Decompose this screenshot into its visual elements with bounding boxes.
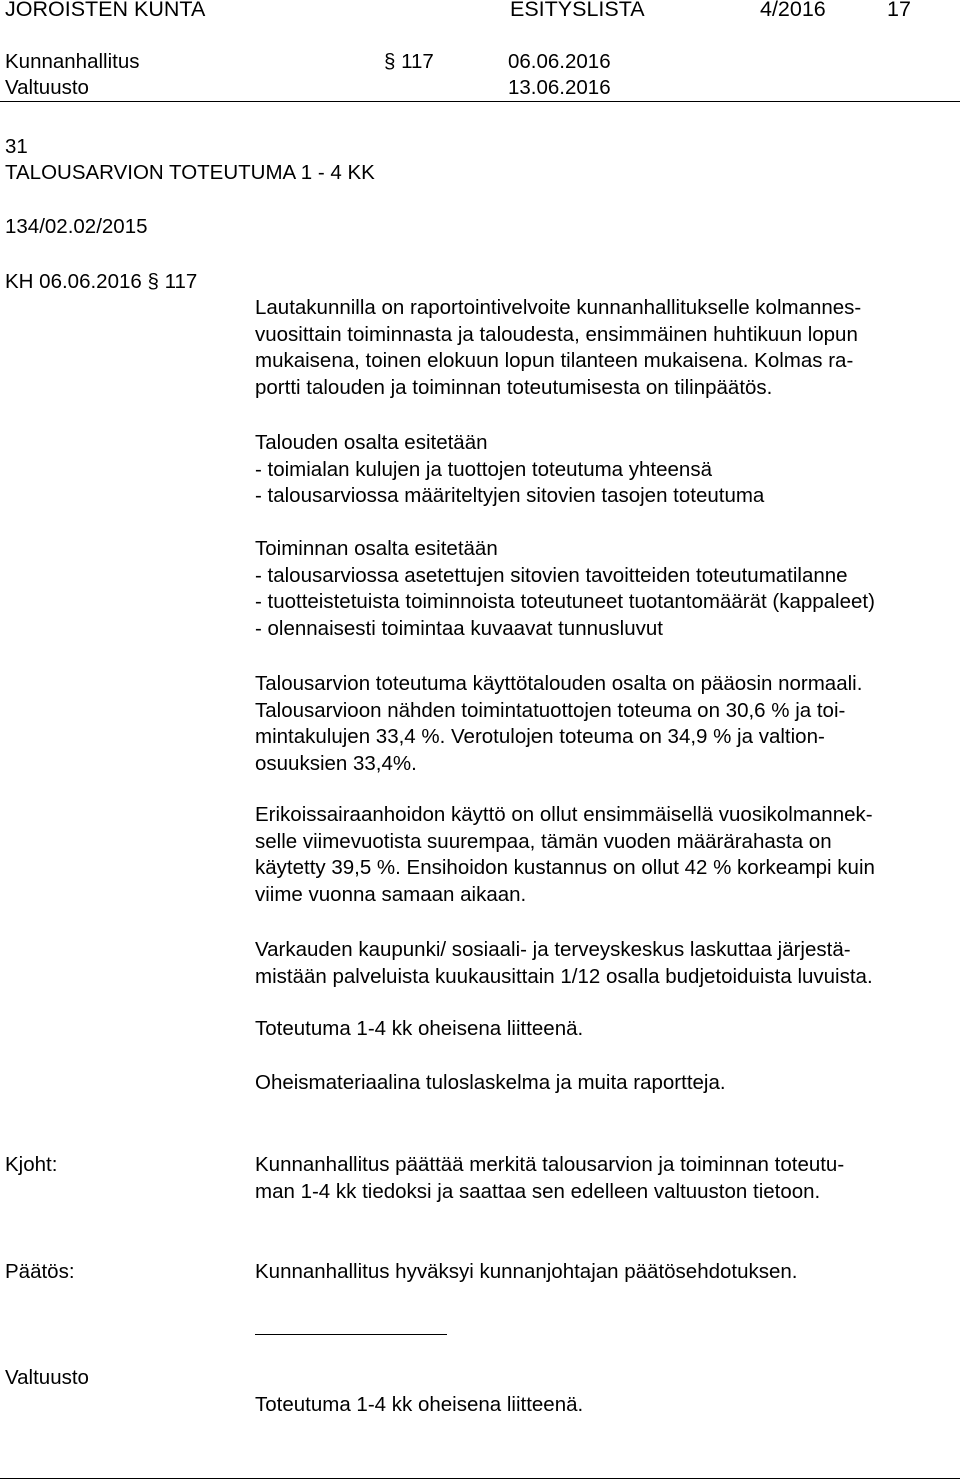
header-body-1: Kunnanhallitus bbox=[5, 50, 140, 73]
council-text: Toteutuma 1-4 kk oheisena liitteenä. bbox=[255, 1393, 584, 1416]
paragraph-budget-realization bbox=[255, 671, 960, 777]
proposal-line: Kunnanhallitus päättää merkitä talousarvion ja toiminnan toteutu- bbox=[255, 1153, 845, 1176]
decision-text: Kunnanhallitus hyväksyi kunnanjohtajan päätösehdotuksen. bbox=[255, 1260, 798, 1283]
footer-divider bbox=[0, 1478, 960, 1479]
item-number: 31 bbox=[5, 135, 28, 158]
header-divider bbox=[0, 101, 960, 102]
item-title: TALOUSARVION TOTEUTUMA 1 - 4 KK bbox=[5, 161, 375, 184]
header-date-1: 06.06.2016 bbox=[508, 50, 611, 73]
paragraph-line: - talousarviossa asetettujen sitovien tavoitteiden toteutumatilanne bbox=[255, 563, 848, 587]
paragraph-line: portti talouden ja toiminnan toteutumisesta on tilinpäätös. bbox=[255, 375, 773, 399]
paragraph-line: Varkauden kaupunki/ sosiaali- ja terveyskeskus laskuttaa järjestä- bbox=[255, 938, 851, 961]
municipality-name: JOROISTEN KUNTA bbox=[5, 0, 206, 21]
paragraph-materials bbox=[255, 1070, 960, 1097]
paragraph-line: selle viimevuotista suurempaa, tämän vuoden määrärahasta on bbox=[255, 829, 832, 853]
paragraph-line: Talouden osalta esitetään bbox=[255, 431, 488, 454]
paragraph-line: Erikoissairaanhoidon käyttö on ollut ensimmäisellä vuosikolmannek- bbox=[255, 803, 873, 826]
paragraph-specialized-care bbox=[255, 802, 960, 908]
header-section-1: § 117 bbox=[384, 50, 434, 73]
item-reference: 134/02.02/2015 bbox=[5, 215, 148, 238]
paragraph-line: Toiminnan osalta esitetään bbox=[255, 537, 498, 560]
proposal-line: man 1-4 kk tiedoksi ja saattaa sen edelleen valtuuston tietoon. bbox=[255, 1179, 821, 1203]
paragraph-line: - tuotteistetuista toiminnoista toteutuneet tuotantomäärät (kappaleet) bbox=[255, 590, 875, 613]
header-date-2: 13.06.2016 bbox=[508, 76, 611, 99]
header-body-2: Valtuusto bbox=[5, 76, 89, 99]
document-type: ESITYSLISTA bbox=[510, 0, 645, 21]
decision-label: Päätös: bbox=[5, 1260, 75, 1283]
paragraph-line: mintakulujen 33,4 %. Verotulojen toteuma on 34,9 % ja valtion- bbox=[255, 725, 825, 748]
paragraph-line: - toimialan kulujen ja tuottojen toteutuma yhteensä bbox=[255, 457, 712, 481]
paragraph-operations bbox=[255, 536, 960, 642]
proposal-text bbox=[255, 1152, 960, 1205]
separator-line bbox=[255, 1334, 447, 1335]
paragraph-line: mistään palveluista kuukausittain 1/12 osalla budjetoiduista luvuista. bbox=[255, 964, 873, 988]
proposal-label: Kjoht: bbox=[5, 1153, 58, 1176]
paragraph-attachment bbox=[255, 1016, 960, 1043]
paragraph-line: osuuksien 33,4%. bbox=[255, 751, 417, 775]
paragraph-reporting bbox=[255, 295, 960, 401]
paragraph-line: - talousarviossa määriteltyjen sitovien tasojen toteutuma bbox=[255, 484, 765, 507]
paragraph-line: viime vuonna samaan aikaan. bbox=[255, 882, 527, 906]
council-label: Valtuusto bbox=[5, 1366, 89, 1389]
paragraph-line: Talousarvioon nähden toimintatuottojen toteuma on 30,6 % ja toi- bbox=[255, 698, 846, 722]
paragraph-line: - olennaisesti toimintaa kuvaavat tunnusluvut bbox=[255, 616, 663, 640]
paragraph-line: mukaisena, toinen elokuun lopun tilanteen mukaisena. Kolmas ra- bbox=[255, 349, 854, 372]
issue-number: 4/2016 bbox=[760, 0, 826, 21]
paragraph-billing bbox=[255, 937, 960, 990]
paragraph-line: Talousarvion toteutuma käyttötalouden osalta on pääosin normaali. bbox=[255, 672, 863, 695]
paragraph-line: Toteutuma 1-4 kk oheisena liitteenä. bbox=[255, 1017, 584, 1040]
paragraph-line: Lautakunnilla on raportointivelvoite kunnanhallitukselle kolmannes- bbox=[255, 296, 862, 319]
handling-reference: KH 06.06.2016 § 117 bbox=[5, 270, 198, 293]
page-number: 17 bbox=[887, 0, 911, 21]
paragraph-line: Oheismateriaalina tuloslaskelma ja muita raportteja. bbox=[255, 1071, 726, 1094]
paragraph-finance bbox=[255, 430, 960, 510]
paragraph-line: käytetty 39,5 %. Ensihoidon kustannus on ollut 42 % korkeampi kuin bbox=[255, 856, 875, 879]
paragraph-line: vuosittain toiminnasta ja taloudesta, ensimmäinen huhtikuun lopun bbox=[255, 322, 858, 346]
